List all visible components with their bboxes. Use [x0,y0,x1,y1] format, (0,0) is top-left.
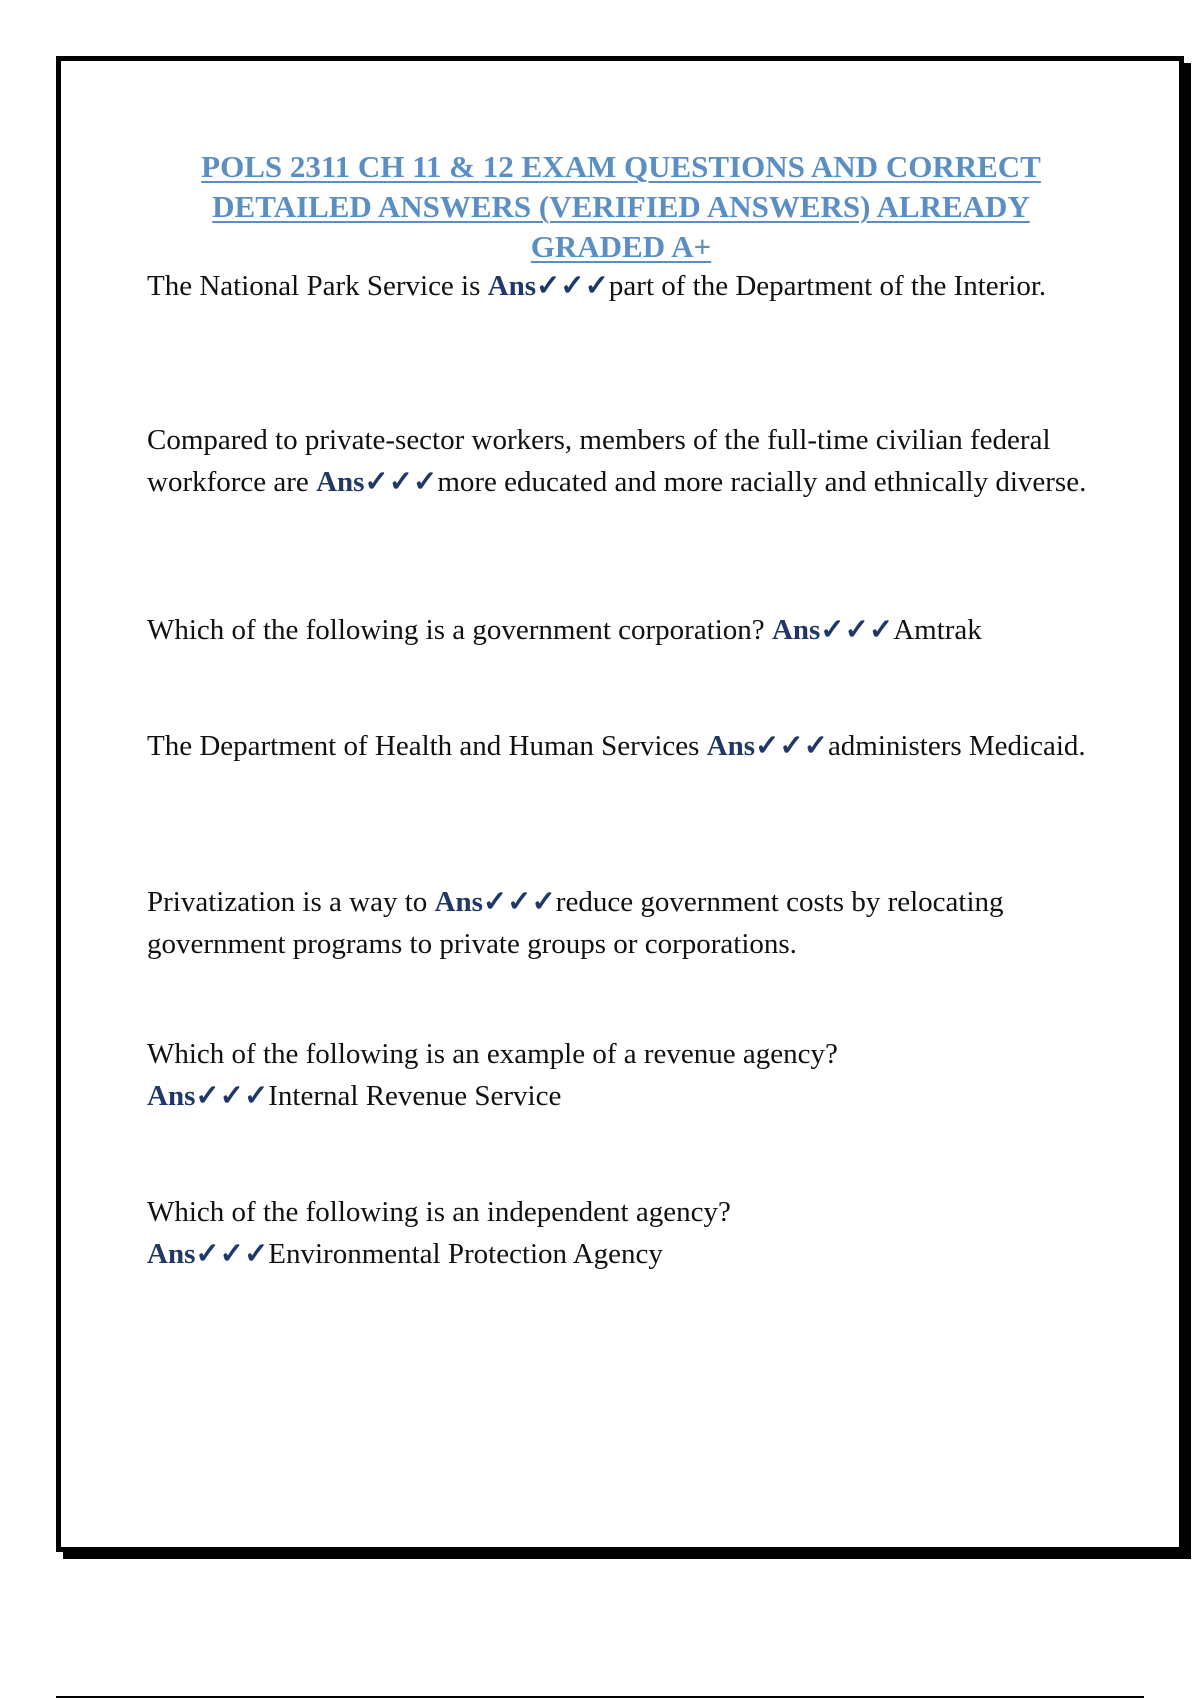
qa-item-7 [147,1191,1137,1275]
qa-item-4 [147,725,1137,767]
answer-marker: Ans✓✓✓ [771,614,894,646]
answer-text: part of the Department of the Interior. [608,270,1047,302]
document-title [171,147,1071,267]
page-bottom-rule [56,1696,1144,1698]
answer-marker: Ans✓✓✓ [434,886,556,918]
title-line-1: POLS 2311 CH 11 & 12 EXAM QUESTIONS AND CORRECT [201,149,1041,184]
answer-marker: Ans✓✓✓ [316,466,438,498]
answer-marker: Ans✓✓✓ [147,1238,269,1270]
qa-item-5 [147,881,1137,965]
answer-text: reduce government costs by relocating government programs to private groups or corporations. [147,886,1004,960]
question-text: The National Park Service is [147,270,488,302]
qa-item-1 [147,265,1137,307]
question-text: Which of the following is an independent agency? [147,1196,731,1228]
answer-text: administers Medicaid. [827,730,1086,762]
qa-item-2 [147,419,1137,503]
question-text: Which of the following is an example of a revenue agency? [147,1038,838,1070]
qa-item-3 [147,609,1137,651]
question-text: Privatization is a way to [147,886,435,918]
question-text: The Department of Health and Human Services [147,730,707,762]
answer-text: Amtrak [893,614,982,646]
question-text: Compared to private-sector workers, members of the full-time civilian federal workforce are [147,424,1051,498]
answer-marker: Ans✓✓✓ [487,270,609,302]
title-line-2: DETAILED ANSWERS (VERIFIED ANSWERS) ALREADY [212,189,1030,224]
answer-marker: Ans✓✓✓ [706,730,828,762]
answer-marker: Ans✓✓✓ [147,1080,269,1112]
page-frame [56,56,1184,1552]
qa-item-6 [147,1033,1137,1117]
question-text: Which of the following is a government corporation? [147,614,772,646]
answer-text: Internal Revenue Service [268,1080,562,1112]
answer-text: more educated and more racially and ethnically diverse. [437,466,1087,498]
title-line-3: GRADED A+ [530,229,712,264]
answer-text: Environmental Protection Agency [268,1238,663,1270]
